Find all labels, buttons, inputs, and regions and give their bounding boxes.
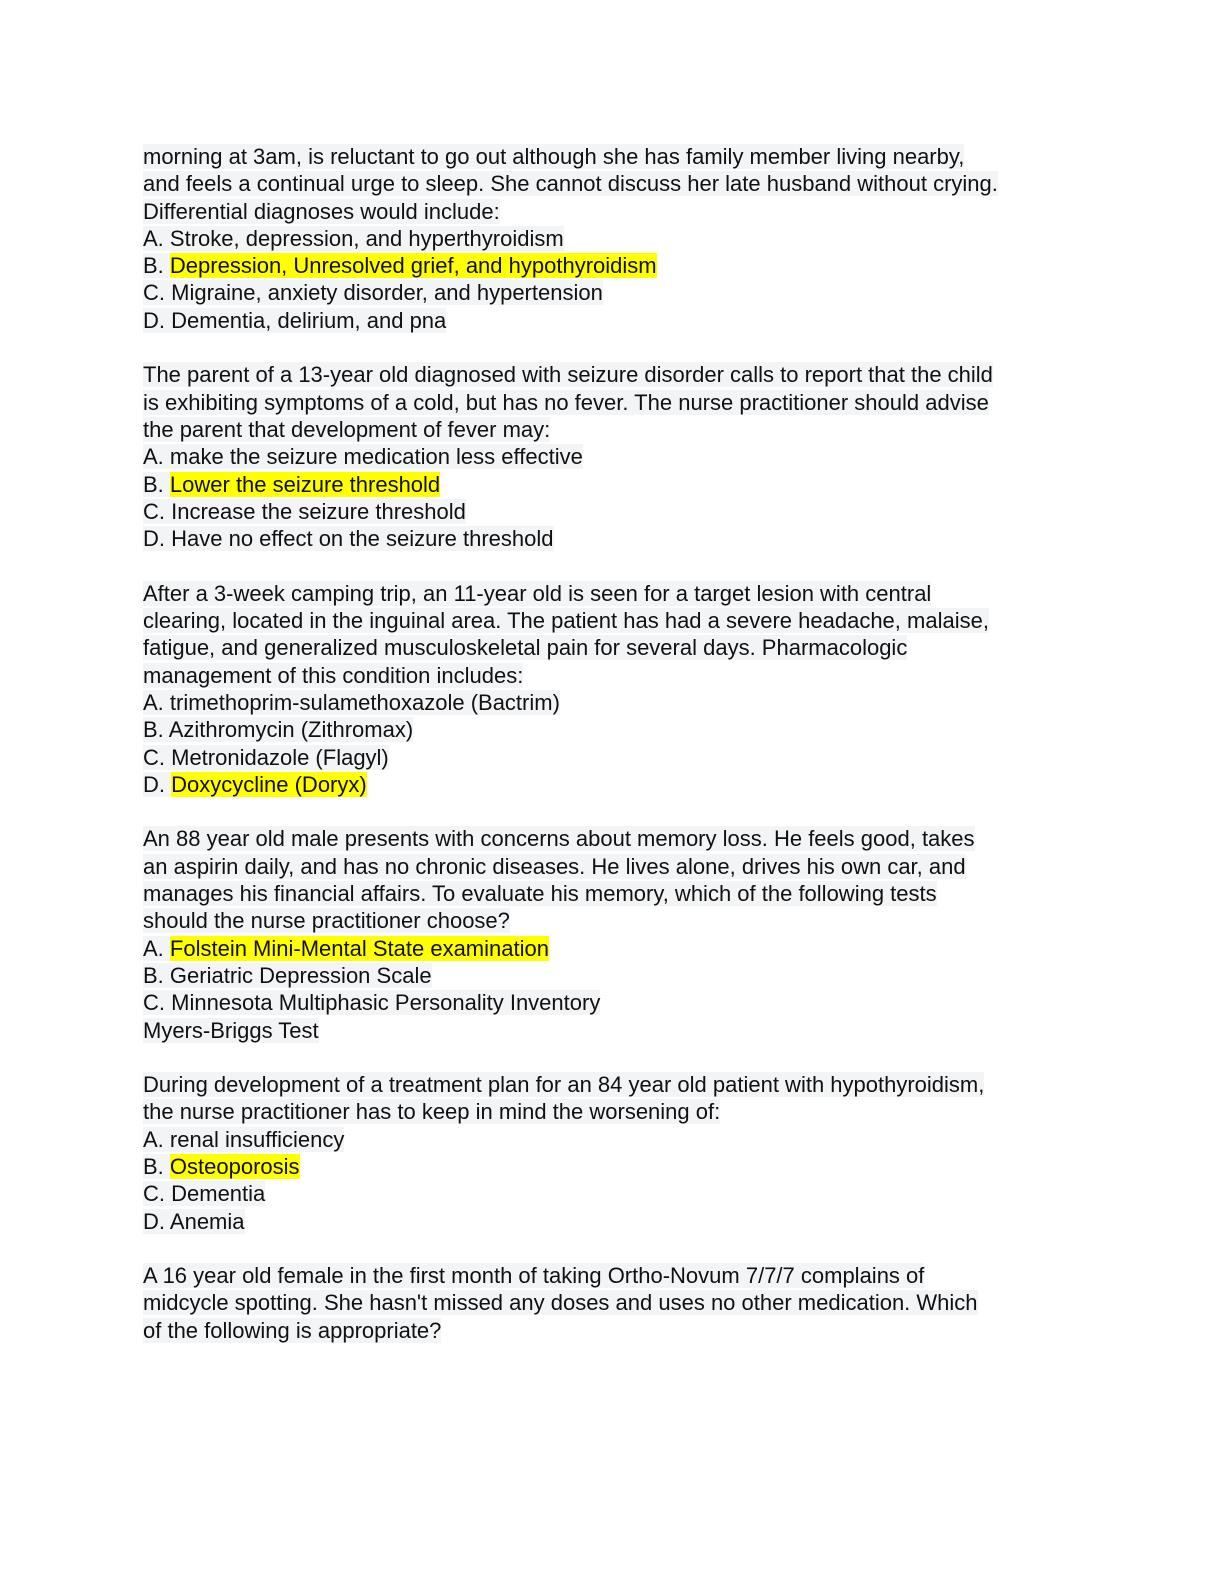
answer-option-b-correct: B. Depression, Unresolved grief, and hypothyroidism [143, 253, 657, 279]
question-stem-line: of the following is appropriate? [143, 1317, 442, 1343]
question-stem-line: An 88 year old male presents with concerns about memory loss. He feels good, takes [143, 826, 975, 852]
highlighted-answer: Folstein Mini-Mental State examination [169, 935, 549, 961]
question-stem-line: After a 3-week camping trip, an 11-year old is seen for a target lesion with central [143, 580, 932, 606]
question-stem-line: The parent of a 13-year old diagnosed with seizure disorder calls to report that the child [143, 362, 993, 388]
answer-option-b-correct: B. Lower the seizure threshold [143, 471, 441, 497]
answer-option-d: D. Anemia [143, 1208, 245, 1234]
paragraph-gap [143, 1044, 1083, 1071]
question-stem-line: A 16 year old female in the first month of taking Ortho-Novum 7/7/7 complains of [143, 1263, 925, 1289]
question-stem-line: is exhibiting symptoms of a cold, but has no fever. The nurse practitioner should advise [143, 389, 989, 415]
question-stem-line: clearing, located in the inguinal area. The patient has had a severe headache, malaise, [143, 608, 989, 634]
answer-option-a: A. renal insufficiency [143, 1126, 345, 1152]
question-stem-line: morning at 3am, is reluctant to go out although she has family member living nearby, [143, 144, 965, 169]
question-block [143, 143, 1083, 334]
answer-option-c: C. Minnesota Multiphasic Personality Inventory [143, 990, 601, 1016]
question-block [143, 1071, 1083, 1235]
answer-option-a: A. make the seizure medication less effective [143, 444, 583, 470]
question-stem-line: manages his financial affairs. To evaluate his memory, which of the following tests [143, 881, 937, 907]
highlighted-answer: Lower the seizure threshold [169, 471, 441, 497]
paragraph-gap [143, 552, 1083, 579]
answer-option-a: A. Stroke, depression, and hyperthyroidism [143, 225, 564, 251]
highlighted-answer: Depression, Unresolved grief, and hypothyroidism [169, 253, 657, 279]
paragraph-gap [143, 798, 1083, 825]
question-stem-line: During development of a treatment plan for an 84 year old patient with hypothyroidism, [143, 1072, 985, 1098]
answer-option-b: B. Geriatric Depression Scale [143, 962, 432, 988]
question-stem-line: management of this condition includes: [143, 662, 524, 688]
answer-option-c: C. Metronidazole (Flagyl) [143, 744, 389, 770]
question-stem-line: should the nurse practitioner choose? [143, 908, 510, 934]
answer-option-b: B. Azithromycin (Zithromax) [143, 717, 414, 743]
answer-option-c: C. Increase the seizure threshold [143, 498, 466, 524]
question-stem-line: Differential diagnoses would include: [143, 198, 500, 224]
highlighted-answer: Doxycycline (Doryx) [171, 771, 367, 797]
answer-option-d: D. Have no effect on the seizure threshold [143, 526, 554, 552]
question-stem-line: and feels a continual urge to sleep. She cannot discuss her late husband without crying. [143, 171, 998, 197]
question-stem-line: fatigue, and generalized musculoskeletal pain for several days. Pharmacologic [143, 635, 908, 661]
answer-option-c: C. Migraine, anxiety disorder, and hypertension [143, 280, 603, 306]
paragraph-gap [143, 1235, 1083, 1262]
question-block [143, 1262, 1083, 1344]
answer-option-c: C. Dementia [143, 1181, 266, 1207]
question-stem-line: an aspirin daily, and has no chronic diseases. He lives alone, drives his own car, and [143, 853, 966, 879]
answer-option-d: Myers-Briggs Test [143, 1017, 319, 1043]
answer-option-d: D. Dementia, delirium, and pna [143, 307, 447, 333]
document-page [143, 143, 1083, 1344]
question-stem-line: midcycle spotting. She hasn't missed any doses and uses no other medication. Which [143, 1290, 978, 1316]
paragraph-gap [143, 334, 1083, 361]
highlighted-answer: Osteoporosis [169, 1153, 300, 1179]
question-stem-line: the nurse practitioner has to keep in mind the worsening of: [143, 1099, 721, 1125]
answer-option-a-correct: A. Folstein Mini-Mental State examination [143, 935, 549, 961]
question-block [143, 580, 1083, 798]
answer-option-b-correct: B. Osteoporosis [143, 1153, 300, 1179]
question-block [143, 825, 1083, 1043]
question-stem-line: the parent that development of fever may: [143, 416, 551, 442]
answer-option-a: A. trimethoprim-sulamethoxazole (Bactrim) [143, 689, 560, 715]
question-block [143, 361, 1083, 552]
answer-option-d-correct: D. Doxycycline (Doryx) [143, 771, 367, 797]
